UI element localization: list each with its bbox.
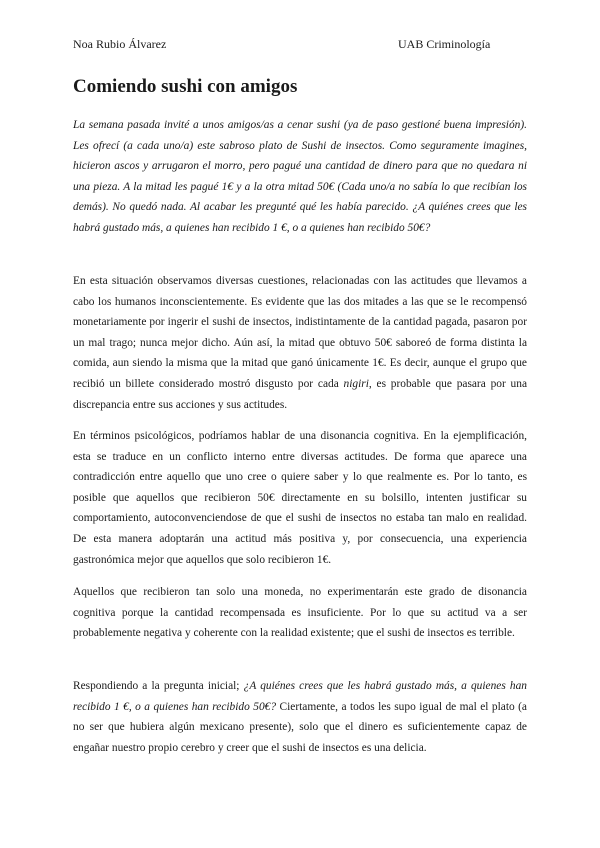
paragraph-text: , es probable que pasara por una discrepancia entre sus acciones y sus actitudes. — [73, 377, 527, 411]
paragraph-conclusion — [73, 676, 527, 758]
paragraph-text: Respondiendo a la pregunta inicial; — [73, 680, 244, 692]
paragraph-emphasis: ¿A quiénes crees que les habrá gustado más, a quienes han recibido 1 €, o a quienes han recibido 50€? — [73, 680, 528, 713]
paragraph-text: Ciertamente, a todos les supo igual de mal el plato (a no ser que hubiera algún mexicano presente), solo que el dinero es suficientemente capaz de engañar nuestro propio cerebro y creer que el sushi de insectos es una delicia. — [73, 700, 527, 754]
paragraph-emphasis: nigiri — [343, 377, 369, 390]
document-title: Comiendo sushi con amigos — [73, 76, 298, 97]
paragraph-situation — [73, 271, 527, 415]
paragraph-intro: La semana pasada invité a unos amigos/as a cenar sushi (ya de paso gestioné buena impresión). Les ofrecí (a cada uno/a) este sabroso plato de Sushi de insectos. Como seguramente imagines, hicieron ascos y arrugaron el morro, pero pagué una cantidad de dinero para que no quedara ni una pieza. A la mitad les pagué 1€ y a la otra mitad 50€ (Cada uno/a no sabía lo que recibían los demás). No quedó nada. Al acabar les pregunté qué les había parecido. ¿A quiénes crees que les habrá gustado más, a quienes han recibido 1 €, o a quienes han recibido 50€? — [73, 119, 527, 234]
paragraph-dissonance: En términos psicológicos, podríamos hablar de una disonancia cognitiva. En la ejemplificación, esta se traduce en un conflicto interno entre diversas actitudes. De forma que aparece una contradicción entre aquello que uno cree o quiere saber y lo que realmente es. Por lo tanto, es posible que aquellos que recibieron 50€ directamente en su bolsillo, intenten justificar su comportamiento, autoconvenciendose de que el sushi de insectos no estaba tan malo en realidad. De esta manera adoptarán una actitud más positiva y, por consecuencia, una experiencia gastronómica mejor que aquellos que solo recibieron 1€. — [73, 430, 527, 566]
paragraph-text: En esta situación observamos diversas cuestiones, relacionadas con las actitudes que llevamos a cabo los humanos inconscientemente. Es evidente que las dos mitades a las que se le recompensó monetariamente por ingerir el sushi de insectos, indistintamente de la cantidad pagada, pasaron por un mal trago; nunca mejor dicho. Aún así, la mitad que obtuvo 50€ saboreó de forma distinta la comida, aun siendo la misma que la mitad que ganó únicamente 1€. Es decir, aunque el grupo que recibió un billete considerado mostró disgusto por cada — [73, 275, 527, 390]
header-course: UAB Criminología — [398, 37, 491, 51]
header-author: Noa Rubio Álvarez — [73, 37, 167, 51]
paragraph-coin: Aquellos que recibieron tan solo una moneda, no experimentarán este grado de disonancia cognitiva porque la cantidad recompensada es insuficiente. Por lo que su actitud va a ser probablemente negativa y coherente con la realidad existente; que el sushi de insectos es terrible. — [73, 586, 527, 640]
